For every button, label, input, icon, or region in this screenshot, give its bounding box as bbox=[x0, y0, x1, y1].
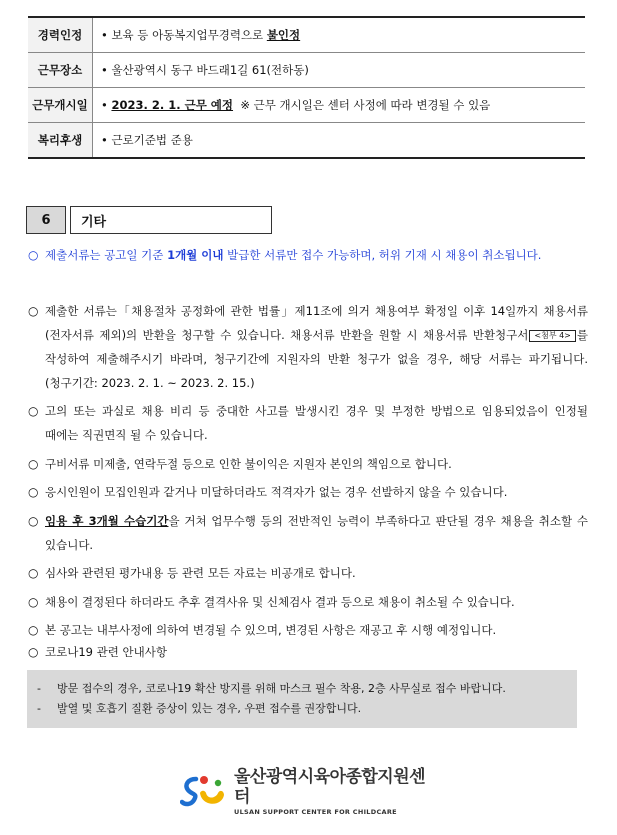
value-emphasis: 불인정 bbox=[266, 28, 301, 42]
list-item bbox=[28, 452, 588, 476]
value-emphasis: 2023. 2. 1. 근무 예정 bbox=[111, 98, 234, 112]
circle-bullet-icon: ○ bbox=[28, 566, 39, 580]
circle-bullet-icon: ○ bbox=[28, 248, 39, 262]
list-item bbox=[28, 399, 588, 447]
item-text-underlined: 임용 후 3개월 수습기간 bbox=[45, 514, 169, 528]
list-item bbox=[28, 590, 588, 614]
row-value bbox=[93, 88, 586, 123]
circle-bullet-icon: ○ bbox=[28, 595, 39, 609]
list-item bbox=[28, 561, 588, 585]
circle-bullet-icon: ○ bbox=[28, 514, 39, 528]
table-row bbox=[28, 17, 585, 53]
row-value bbox=[93, 17, 586, 53]
logo-name-korean: 울산광역시육아종합지원센터 bbox=[234, 767, 426, 807]
circle-bullet-icon: ○ bbox=[28, 645, 39, 659]
item-text-part: 발급한 서류만 접수 가능하며, 허위 기재 시 채용이 취소됩니다. bbox=[223, 248, 542, 262]
item-text-bold: 1개월 이내 bbox=[167, 248, 224, 262]
item-text-part: 제출한 서류는「채용절차 공정화에 관한 법률」제11조에 의거 채용여부 확정일 이후 14일까지 채용서류(전자서류 제외)의 반환을 청구할 수 있습니다. 채용서류 반환을 원할 시 채용서류 반환청구서 bbox=[45, 304, 588, 342]
dash-bullet: - bbox=[37, 682, 41, 695]
value-note: ※ 근무 개시일은 센터 사정에 따라 변경될 수 있음 bbox=[233, 98, 491, 112]
info-table bbox=[28, 16, 585, 159]
item-text bbox=[45, 509, 588, 557]
row-label: 복리후생 bbox=[28, 123, 93, 159]
item-text: 채용이 결정된다 하더라도 추후 결격사유 및 신체검사 결과 등으로 채용이 취소될 수 있습니다. bbox=[45, 595, 515, 609]
value-text: • 근로기준법 준용 bbox=[101, 133, 193, 147]
table-row bbox=[28, 88, 585, 123]
dash-bullet: - bbox=[37, 702, 41, 715]
row-label: 근무장소 bbox=[28, 53, 93, 88]
logo-name-english: ULSAN SUPPORT CENTER FOR CHILDCARE bbox=[234, 808, 397, 816]
item-text-part: 제출서류는 공고일 기준 bbox=[45, 248, 168, 262]
childcare-logo-icon bbox=[180, 773, 230, 811]
attachment-reference: <첨부 4> bbox=[529, 330, 576, 342]
item-text: 본 공고는 내부사정에 의하여 변경될 수 있으며, 변경된 사항은 재공고 후 시행 예정입니다. bbox=[45, 623, 497, 637]
table-row bbox=[28, 53, 585, 88]
logo-text bbox=[234, 767, 440, 817]
list-item bbox=[28, 243, 588, 267]
item-text: 코로나19 관련 안내사항 bbox=[45, 645, 167, 659]
list-item bbox=[28, 640, 588, 664]
list-item bbox=[28, 480, 588, 504]
section-number: 6 bbox=[26, 206, 66, 234]
item-text: 구비서류 미제출, 연락두절 등으로 인한 불이익은 지원자 본인의 책임으로 합니다. bbox=[45, 457, 452, 471]
item-text bbox=[45, 243, 588, 267]
notice-text: 방문 접수의 경우, 코로나19 확산 방지를 위해 마스크 필수 착용, 2층 사무실로 접수 바랍니다. bbox=[57, 682, 506, 695]
covid-notice-box bbox=[27, 670, 577, 728]
table-row bbox=[28, 123, 585, 159]
center-logo bbox=[180, 767, 440, 816]
section-title: 기타 bbox=[70, 206, 272, 234]
list-item bbox=[28, 299, 588, 395]
circle-bullet-icon: ○ bbox=[28, 457, 39, 471]
value-text: • 울산광역시 동구 바드래1길 61(전하동) bbox=[101, 63, 309, 77]
circle-bullet-icon: ○ bbox=[28, 485, 39, 499]
item-text: 고의 또는 과실로 채용 비리 등 중대한 사고를 발생시킨 경우 및 부정한 방법으로 임용되었음이 인정될 때에는 직권면직 될 수 있습니다. bbox=[45, 404, 588, 442]
item-text: 심사와 관련된 평가내용 등 관련 모든 자료는 비공개로 합니다. bbox=[45, 566, 356, 580]
notice-row bbox=[37, 699, 567, 719]
item-text: 응시인원이 모집인원과 같거나 미달하더라도 적격자가 없는 경우 선발하지 않을 수 있습니다. bbox=[45, 485, 508, 499]
row-label: 근무개시일 bbox=[28, 88, 93, 123]
value-text: • 보육 등 아동복지업무경력으로 bbox=[101, 28, 267, 42]
notice-row bbox=[37, 679, 567, 699]
list-item bbox=[28, 509, 588, 557]
notice-text: 발열 및 호흡기 질환 증상이 있는 경우, 우편 접수를 권장합니다. bbox=[57, 702, 362, 715]
item-text bbox=[45, 299, 588, 395]
item-text-part: 을 거쳐 업무수행 등의 전반적인 능력이 부족하다고 판단될 경우 채용을 취소할 수 있습니다. bbox=[45, 514, 588, 552]
row-value bbox=[93, 53, 586, 88]
circle-bullet-icon: ○ bbox=[28, 623, 39, 637]
item-text-part: 를 작성하여 제출해주시기 바라며, 청구기간에 지원자의 반환 청구가 없을 경우, 해당 서류는 파기됩니다. (청구기간: 2023. 2. 1. ~ 2023. 2. 15.) bbox=[45, 328, 588, 390]
row-label: 경력인정 bbox=[28, 17, 93, 53]
circle-bullet-icon: ○ bbox=[28, 304, 39, 318]
row-value bbox=[93, 123, 586, 159]
value-text: • bbox=[101, 98, 112, 112]
circle-bullet-icon: ○ bbox=[28, 404, 39, 418]
list-item bbox=[28, 618, 588, 642]
